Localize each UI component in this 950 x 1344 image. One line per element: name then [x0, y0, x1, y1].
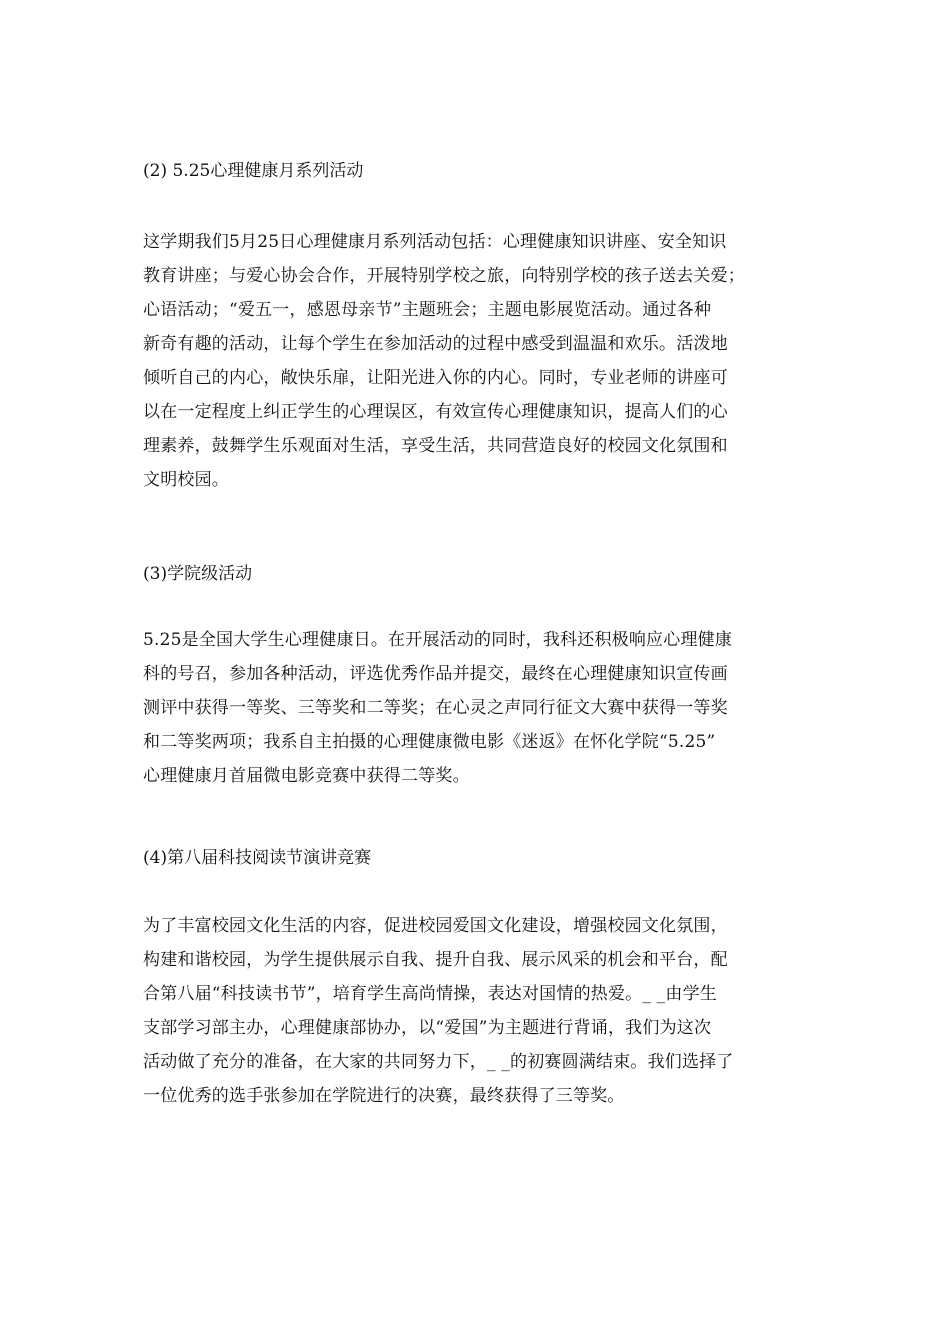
paragraph-line: 活动做了充分的准备，在大家的共同努力下，_ _的初赛圆满结束。我们选择了	[143, 1052, 734, 1072]
paragraph-line: 心理健康月首届微电影竞赛中获得二等奖。	[143, 766, 470, 786]
paragraph-line: 这学期我们5月25日心理健康月系列活动包括：心理健康知识讲座、安全知识	[143, 232, 727, 252]
paragraph-line: 一位优秀的选手张参加在学院进行的决赛，最终获得了三等奖。	[143, 1086, 625, 1106]
paragraph-line: 合第八届“科技读书节”，培育学生高尚情操，表达对国情的热爱。_ _由学生	[143, 984, 717, 1004]
paragraph-line: 为了丰富校园文化生活的内容，促进校园爱国文化建设，增强校园文化氛围，	[143, 916, 728, 936]
paragraph-line: 测评中获得一等奖、三等奖和二等奖；在心灵之声同行征文大赛中获得一等奖	[143, 698, 728, 718]
paragraph-line: 新奇有趣的活动，让每个学生在参加活动的过程中感受到温温和欢乐。活泼地	[143, 334, 728, 354]
section-heading-3: (3)学院级活动	[143, 564, 253, 584]
paragraph-line: 5.25是全国大学生心理健康日。在开展活动的同时，我科还积极响应心理健康	[143, 630, 733, 650]
section-heading-4: (4)第八届科技阅读节演讲竞赛	[143, 848, 372, 868]
section-paragraph-3	[143, 623, 813, 793]
paragraph-line: 科的号召，参加各种活动，评选优秀作品并提交，最终在心理健康知识宣传画	[143, 664, 728, 684]
paragraph-line: 文明校园。	[143, 470, 229, 490]
paragraph-line: 构建和谐校园，为学生提供展示自我、提升自我、展示风采的机会和平台，配	[143, 950, 728, 970]
paragraph-line: 理素养，鼓舞学生乐观面对生活，享受生活，共同营造良好的校园文化氛围和	[143, 436, 728, 456]
section-paragraph-4	[143, 909, 813, 1113]
paragraph-line: 倾听自己的内心，敞快乐扉，让阳光进入你的内心。同时，专业老师的讲座可	[143, 368, 728, 388]
paragraph-line: 和二等奖两项；我系自主拍摄的心理健康微电影《迷返》在怀化学院“5.25”	[143, 732, 716, 752]
section-heading-2: (2) 5.25心理健康月系列活动	[143, 161, 364, 181]
paragraph-line: 心语活动；“爱五一，感恩母亲节”主题班会；主题电影展览活动。通过各种	[143, 300, 712, 320]
paragraph-line: 支部学习部主办，心理健康部协办，以“爱国”为主题进行背诵，我们为这次	[143, 1018, 712, 1038]
section-paragraph-2	[143, 225, 813, 497]
paragraph-line: 教育讲座；与爱心协会合作，开展特别学校之旅，向特别学校的孩子送去关爱；	[143, 266, 745, 286]
paragraph-line: 以在一定程度上纠正学生的心理误区，有效宣传心理健康知识，提高人们的心	[143, 402, 728, 422]
